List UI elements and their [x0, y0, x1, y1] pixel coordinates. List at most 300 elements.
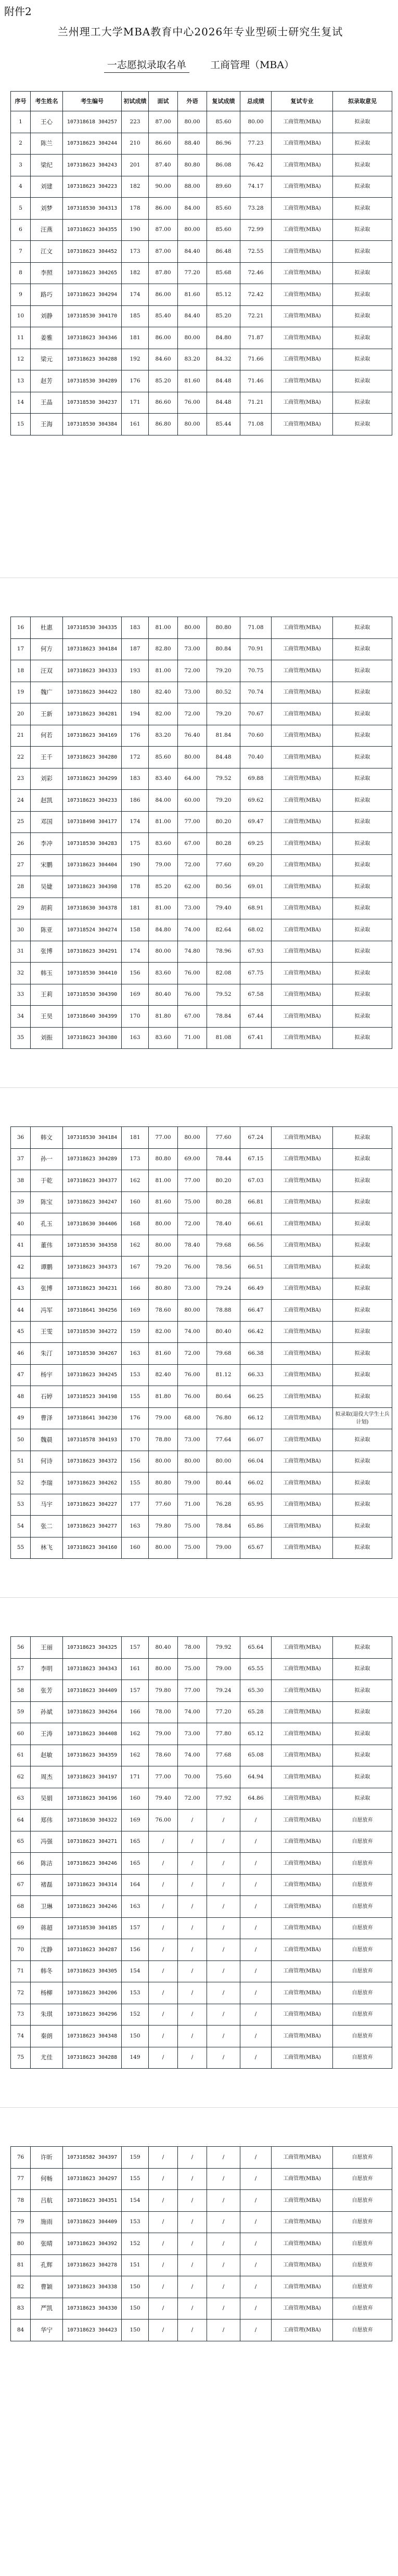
candidate-id: 107318530 304237 — [63, 392, 122, 414]
cell-lang: / — [178, 1917, 207, 1939]
cell-interview: 87.00 — [149, 241, 178, 263]
cell-retest: / — [207, 2298, 240, 2319]
cell-no: 79 — [11, 2211, 31, 2233]
cell-no: 50 — [11, 1429, 31, 1451]
cell-interview: 83.60 — [149, 1027, 178, 1049]
candidate-id: 107318530 304289 — [63, 370, 122, 392]
cell-total: 71.46 — [240, 370, 272, 392]
cell-major: 工商管理(MBA) — [272, 1982, 333, 2004]
candidate-name: 胡莉 — [31, 898, 63, 919]
candidate-id: 107318623 304409 — [63, 2211, 122, 2233]
subtitle-major: 工商管理（MBA） — [210, 59, 294, 71]
cell-major: 工商管理(MBA) — [272, 1788, 333, 1810]
attachment-label: 附件2 — [4, 5, 32, 18]
cell-retest: / — [207, 2047, 240, 2069]
candidate-id: 107318630 304322 — [63, 1810, 122, 1831]
candidate-name: 林飞 — [31, 1537, 63, 1559]
cell-total: 69.01 — [240, 876, 272, 898]
candidate-id: 107318623 304271 — [63, 1831, 122, 1853]
cell-interview: 78.80 — [149, 1429, 178, 1451]
cell-lang: 72.00 — [178, 1788, 207, 1810]
cell-retest: 82.08 — [207, 963, 240, 984]
candidate-name: 陈洁 — [31, 1853, 63, 1875]
column-header: 复试专业 — [272, 92, 333, 111]
candidate-id: 107318623 304380 — [63, 1027, 122, 1049]
cell-total: 66.42 — [240, 1321, 272, 1343]
table-row — [11, 963, 392, 984]
cell-init: 186 — [122, 790, 149, 812]
cell-lang: / — [178, 2047, 207, 2069]
cell-retest: 79.52 — [207, 768, 240, 790]
candidate-id: 107318530 304170 — [63, 305, 122, 327]
cell-init: 178 — [122, 876, 149, 898]
candidate-id: 107318623 304351 — [63, 2190, 122, 2212]
cell-decision: 自愿放弃 — [333, 2147, 392, 2169]
cell-decision: 拟录取 — [333, 768, 392, 790]
candidate-id: 107318623 304197 — [63, 1766, 122, 1788]
table-row — [11, 638, 392, 660]
table-row — [11, 1429, 392, 1451]
cell-major: 工商管理(MBA) — [272, 176, 333, 198]
cell-interview: 81.60 — [149, 1191, 178, 1213]
cell-lang: 80.00 — [178, 327, 207, 349]
candidate-name: 孙斌 — [31, 1701, 63, 1723]
cell-retest: 78.40 — [207, 1213, 240, 1235]
table-row — [11, 1982, 392, 2004]
table-row — [11, 392, 392, 414]
cell-interview: 81.60 — [149, 1343, 178, 1365]
table-row — [11, 2319, 392, 2341]
cell-no: 3 — [11, 155, 31, 176]
cell-no: 67 — [11, 1874, 31, 1896]
cell-major: 工商管理(MBA) — [272, 1170, 333, 1192]
cell-interview: / — [149, 2211, 178, 2233]
cell-total: 72.99 — [240, 219, 272, 241]
cell-major: 工商管理(MBA) — [272, 1723, 333, 1745]
candidate-id: 107318623 304422 — [63, 682, 122, 703]
cell-total: 66.38 — [240, 1343, 272, 1365]
cell-major: 工商管理(MBA) — [272, 1027, 333, 1049]
cell-init: 187 — [122, 638, 149, 660]
cell-retest: / — [207, 2233, 240, 2255]
table-row — [11, 1257, 392, 1278]
cell-major: 工商管理(MBA) — [272, 1148, 333, 1170]
cell-total: / — [240, 1896, 272, 1918]
cell-decision: 拟录取 — [333, 305, 392, 327]
cell-no: 46 — [11, 1343, 31, 1365]
cell-no: 43 — [11, 1278, 31, 1300]
cell-lang: / — [178, 2233, 207, 2255]
candidate-name: 张二 — [31, 1516, 63, 1537]
cell-no: 31 — [11, 941, 31, 963]
cell-interview: 83.60 — [149, 963, 178, 984]
candidate-id: 107318623 304246 — [63, 1896, 122, 1918]
cell-decision: 自愿放弃 — [333, 1810, 392, 1831]
table-row — [11, 1364, 392, 1386]
cell-no: 72 — [11, 1982, 31, 2004]
cell-interview: / — [149, 2168, 178, 2190]
cell-interview: 84.00 — [149, 790, 178, 812]
cell-no: 65 — [11, 1831, 31, 1853]
candidate-id: 107318630 304406 — [63, 1213, 122, 1235]
candidate-id: 107318623 304398 — [63, 876, 122, 898]
cell-decision: 拟录取 — [333, 262, 392, 284]
cell-interview: 80.00 — [149, 1235, 178, 1257]
cell-total: 70.67 — [240, 703, 272, 725]
candidate-id: 107318623 304245 — [63, 1364, 122, 1386]
cell-lang: 80.00 — [178, 219, 207, 241]
candidate-name: 孙一 — [31, 1148, 63, 1170]
candidate-id: 107318623 304289 — [63, 1148, 122, 1170]
cell-lang: 74.00 — [178, 1745, 207, 1766]
cell-decision: 拟录取 — [333, 327, 392, 349]
cell-interview: 81.00 — [149, 898, 178, 919]
cell-retest: 79.40 — [207, 898, 240, 919]
cell-decision: 自愿放弃 — [333, 1874, 392, 1896]
cell-total: 67.24 — [240, 1127, 272, 1149]
cell-major: 工商管理(MBA) — [272, 1516, 333, 1537]
candidate-name: 韩玉 — [31, 963, 63, 984]
admission-table-page-2 — [10, 617, 392, 1049]
cell-interview: 87.00 — [149, 111, 178, 133]
candidate-id: 107318530 304267 — [63, 1343, 122, 1365]
cell-interview: 82.00 — [149, 1321, 178, 1343]
cell-interview: / — [149, 2047, 178, 2069]
cell-init: 159 — [122, 1321, 149, 1343]
cell-interview: 86.00 — [149, 198, 178, 220]
candidate-name: 张博 — [31, 941, 63, 963]
table-header-row — [11, 92, 392, 111]
cell-init: 150 — [122, 2276, 149, 2298]
cell-lang: 74.00 — [178, 919, 207, 941]
candidate-id: 107318623 304247 — [63, 1191, 122, 1213]
cell-init: 167 — [122, 1257, 149, 1278]
table-row — [11, 327, 392, 349]
cell-init: 161 — [122, 414, 149, 435]
cell-retest: 80.52 — [207, 682, 240, 703]
cell-no: 12 — [11, 349, 31, 370]
cell-decision: 拟录取 — [333, 1148, 392, 1170]
cell-no: 41 — [11, 1235, 31, 1257]
candidate-name: 杨宇 — [31, 1364, 63, 1386]
cell-interview: 80.00 — [149, 1537, 178, 1559]
cell-decision: 自愿放弃 — [333, 2047, 392, 2069]
cell-no: 47 — [11, 1364, 31, 1386]
cell-no: 54 — [11, 1516, 31, 1537]
cell-total: 64.86 — [240, 1788, 272, 1810]
cell-major: 工商管理(MBA) — [272, 1300, 333, 1322]
cell-retest: 77.60 — [207, 854, 240, 876]
candidate-id: 107318623 304196 — [63, 1788, 122, 1810]
candidate-name: 路巧 — [31, 284, 63, 306]
table-row — [11, 2190, 392, 2212]
cell-retest: 77.80 — [207, 1723, 240, 1745]
candidate-id: 107318623 304278 — [63, 2254, 122, 2276]
cell-retest: / — [207, 2319, 240, 2341]
candidate-name: 陈兰 — [31, 133, 63, 155]
candidate-name: 董伟 — [31, 1235, 63, 1257]
table-row — [11, 1213, 392, 1235]
cell-no: 42 — [11, 1257, 31, 1278]
candidate-id: 107318630 304378 — [63, 898, 122, 919]
cell-total: / — [240, 1874, 272, 1896]
cell-init: 169 — [122, 1810, 149, 1831]
cell-decision: 自愿放弃 — [333, 2004, 392, 2026]
cell-no: 18 — [11, 660, 31, 682]
table-row — [11, 1766, 392, 1788]
cell-init: 160 — [122, 1537, 149, 1559]
cell-interview: / — [149, 1939, 178, 1961]
cell-decision: 拟录取 — [333, 747, 392, 768]
table-row — [11, 1451, 392, 1472]
cell-major: 工商管理(MBA) — [272, 1494, 333, 1516]
table-row — [11, 1494, 392, 1516]
cell-total: 72.42 — [240, 284, 272, 306]
cell-interview: / — [149, 2004, 178, 2026]
cell-decision: 拟录取 — [333, 1300, 392, 1322]
cell-total: / — [240, 1810, 272, 1831]
cell-interview: 80.80 — [149, 1278, 178, 1300]
cell-decision: 自愿放弃 — [333, 2211, 392, 2233]
cell-init: 152 — [122, 2004, 149, 2026]
table-row — [11, 2168, 392, 2190]
table-row — [11, 1896, 392, 1918]
cell-interview: 85.20 — [149, 876, 178, 898]
cell-major: 工商管理(MBA) — [272, 1191, 333, 1213]
candidate-id: 107318618 304257 — [63, 111, 122, 133]
admission-table-page-1 — [10, 91, 392, 435]
candidate-id: 107318623 304343 — [63, 1658, 122, 1680]
cell-major: 工商管理(MBA) — [272, 1701, 333, 1723]
cell-lang: 73.00 — [178, 898, 207, 919]
cell-no: 71 — [11, 1960, 31, 1982]
cell-major: 工商管理(MBA) — [272, 1853, 333, 1875]
cell-interview: 79.20 — [149, 1257, 178, 1278]
cell-decision: 拟录取 — [333, 919, 392, 941]
cell-major: 工商管理(MBA) — [272, 811, 333, 833]
column-header: 拟录取意见 — [333, 92, 392, 111]
cell-decision: 拟录取 — [333, 219, 392, 241]
cell-lang: 80.00 — [178, 414, 207, 435]
cell-lang: 62.00 — [178, 876, 207, 898]
cell-major: 工商管理(MBA) — [272, 833, 333, 855]
cell-major: 工商管理(MBA) — [272, 284, 333, 306]
cell-retest: / — [207, 1810, 240, 1831]
table-row — [11, 370, 392, 392]
cell-total: 66.81 — [240, 1191, 272, 1213]
cell-decision: 拟录取 — [333, 1680, 392, 1702]
candidate-name: 张博 — [31, 1278, 63, 1300]
cell-interview: 80.40 — [149, 984, 178, 1006]
candidate-name: 陈宝 — [31, 1191, 63, 1213]
cell-retest: 86.96 — [207, 133, 240, 155]
cell-init: 176 — [122, 1407, 149, 1429]
cell-lang: / — [178, 2168, 207, 2190]
cell-no: 77 — [11, 2168, 31, 2190]
cell-decision: 拟录取 — [333, 414, 392, 435]
cell-lang: 81.60 — [178, 284, 207, 306]
table-row — [11, 155, 392, 176]
column-header: 序号 — [11, 92, 31, 111]
table-row — [11, 1343, 392, 1365]
cell-lang: / — [178, 1831, 207, 1853]
cell-no: 63 — [11, 1788, 31, 1810]
cell-interview: 77.60 — [149, 1494, 178, 1516]
cell-no: 27 — [11, 854, 31, 876]
candidate-name: 吴婕 — [31, 876, 63, 898]
cell-total: / — [240, 1853, 272, 1875]
candidate-name: 秦朗 — [31, 2026, 63, 2047]
cell-lang: 80.00 — [178, 747, 207, 768]
cell-retest: 79.00 — [207, 1658, 240, 1680]
cell-no: 5 — [11, 198, 31, 220]
cell-retest: / — [207, 1960, 240, 1982]
cell-lang: 81.60 — [178, 370, 207, 392]
cell-init: 153 — [122, 1982, 149, 2004]
cell-init: 162 — [122, 1745, 149, 1766]
cell-retest: 84.80 — [207, 327, 240, 349]
candidate-name: 赵凯 — [31, 790, 63, 812]
cell-total: 76.42 — [240, 155, 272, 176]
cell-decision: 拟录取 — [333, 1191, 392, 1213]
cell-no: 78 — [11, 2190, 31, 2212]
candidate-id: 107318623 304277 — [63, 1516, 122, 1537]
cell-decision: 拟录取 — [333, 1451, 392, 1472]
cell-init: 163 — [122, 1896, 149, 1918]
cell-interview: 82.40 — [149, 1364, 178, 1386]
cell-total: 69.25 — [240, 833, 272, 855]
cell-init: 157 — [122, 1637, 149, 1659]
cell-major: 工商管理(MBA) — [272, 2276, 333, 2298]
cell-major: 工商管理(MBA) — [272, 1680, 333, 1702]
cell-lang: / — [178, 2004, 207, 2026]
table-row — [11, 1810, 392, 1831]
candidate-id: 107318623 304231 — [63, 1278, 122, 1300]
cell-interview: 81.00 — [149, 1170, 178, 1192]
cell-no: 28 — [11, 876, 31, 898]
cell-total: 65.08 — [240, 1745, 272, 1766]
cell-interview: / — [149, 2026, 178, 2047]
cell-total: 67.44 — [240, 1006, 272, 1028]
cell-interview: 79.80 — [149, 1516, 178, 1537]
cell-major: 工商管理(MBA) — [272, 2190, 333, 2212]
table-row — [11, 1874, 392, 1896]
cell-total: 66.61 — [240, 1213, 272, 1235]
candidate-id: 107318623 304297 — [63, 2168, 122, 2190]
cell-no: 59 — [11, 1701, 31, 1723]
cell-no: 34 — [11, 1006, 31, 1028]
cell-init: 181 — [122, 1127, 149, 1149]
cell-retest: / — [207, 1917, 240, 1939]
cell-total: / — [240, 1917, 272, 1939]
candidate-id: 107318530 304410 — [63, 963, 122, 984]
cell-interview: 76.00 — [149, 1810, 178, 1831]
cell-major: 工商管理(MBA) — [272, 1407, 333, 1429]
cell-total: 71.87 — [240, 327, 272, 349]
table-row — [11, 2298, 392, 2319]
candidate-name: 沈静 — [31, 1939, 63, 1961]
cell-lang: / — [178, 1960, 207, 1982]
cell-retest: / — [207, 2276, 240, 2298]
cell-decision: 拟录取 — [333, 1278, 392, 1300]
candidate-name: 江文 — [31, 241, 63, 263]
cell-no: 26 — [11, 833, 31, 855]
cell-no: 16 — [11, 617, 31, 639]
candidate-id: 107318623 304206 — [63, 1982, 122, 2004]
cell-major: 工商管理(MBA) — [272, 919, 333, 941]
cell-decision: 自愿放弃 — [333, 1853, 392, 1875]
document-header — [0, 0, 398, 78]
candidate-id: 107318623 304348 — [63, 2026, 122, 2047]
cell-lang: / — [178, 2026, 207, 2047]
table-row — [11, 1788, 392, 1810]
cell-interview: / — [149, 2276, 178, 2298]
cell-major: 工商管理(MBA) — [272, 1939, 333, 1961]
cell-no: 36 — [11, 1127, 31, 1149]
cell-major: 工商管理(MBA) — [272, 1257, 333, 1278]
cell-decision: 拟录取 — [333, 349, 392, 370]
candidate-id: 107318623 304160 — [63, 1537, 122, 1559]
cell-total: / — [240, 2298, 272, 2319]
candidate-id: 107318623 304372 — [63, 1451, 122, 1472]
candidate-id: 107318641 304230 — [63, 1407, 122, 1429]
table-row — [11, 2047, 392, 2069]
cell-no: 19 — [11, 682, 31, 703]
cell-interview: / — [149, 1917, 178, 1939]
candidate-id: 107318578 304193 — [63, 1429, 122, 1451]
cell-total: 66.07 — [240, 1429, 272, 1451]
page-separator — [0, 1597, 398, 1598]
cell-retest: 80.28 — [207, 833, 240, 855]
cell-total: / — [240, 1831, 272, 1853]
cell-no: 64 — [11, 1810, 31, 1831]
cell-major: 工商管理(MBA) — [272, 1896, 333, 1918]
cell-lang: 76.00 — [178, 984, 207, 1006]
cell-lang: 83.20 — [178, 349, 207, 370]
cell-total: 72.21 — [240, 305, 272, 327]
candidate-id: 107318623 304423 — [63, 2319, 122, 2341]
cell-init: 168 — [122, 1213, 149, 1235]
cell-decision: 拟录取 — [333, 1321, 392, 1343]
candidate-id: 107318582 304397 — [63, 2147, 122, 2169]
cell-lang: / — [178, 1982, 207, 2004]
candidate-id: 107318623 304346 — [63, 327, 122, 349]
cell-total: 66.12 — [240, 1407, 272, 1429]
cell-lang: 75.00 — [178, 1516, 207, 1537]
cell-init: 181 — [122, 898, 149, 919]
cell-lang: / — [178, 1810, 207, 1831]
cell-retest: 79.20 — [207, 703, 240, 725]
cell-no: 9 — [11, 284, 31, 306]
cell-decision: 自愿放弃 — [333, 1896, 392, 1918]
cell-no: 33 — [11, 984, 31, 1006]
candidate-id: 107318623 304223 — [63, 176, 122, 198]
cell-retest: 79.92 — [207, 1637, 240, 1659]
cell-retest: 76.80 — [207, 1407, 240, 1429]
candidate-name: 邓国 — [31, 811, 63, 833]
cell-decision: 拟录取 — [333, 682, 392, 703]
candidate-name: 赵敏 — [31, 1745, 63, 1766]
cell-decision: 拟录取 — [333, 725, 392, 747]
cell-major: 工商管理(MBA) — [272, 1364, 333, 1386]
cell-major: 工商管理(MBA) — [272, 1006, 333, 1028]
cell-lang: 77.00 — [178, 811, 207, 833]
cell-total: / — [240, 2233, 272, 2255]
cell-total: 70.74 — [240, 682, 272, 703]
cell-decision: 自愿放弃 — [333, 2190, 392, 2212]
cell-retest: 80.20 — [207, 1170, 240, 1192]
cell-no: 1 — [11, 111, 31, 133]
